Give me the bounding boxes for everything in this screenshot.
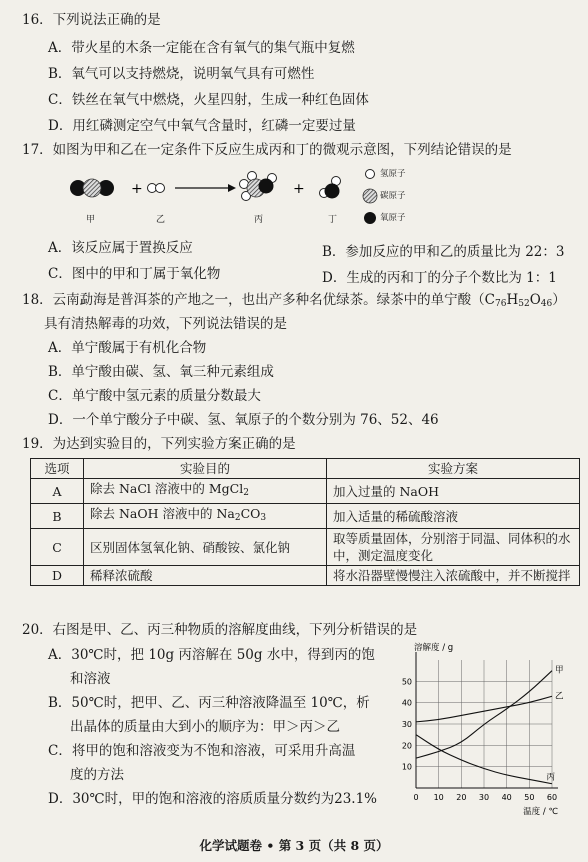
solubility-chart <box>392 640 578 825</box>
x-tick-label: 10 <box>433 793 444 802</box>
legend-carbon: 碳原子 <box>380 191 406 201</box>
q16-option-b: B．氧气可以支持燃烧，说明氧气具有可燃性 <box>48 66 315 82</box>
molecule-yi <box>148 184 165 193</box>
row-plan: 加入适量的稀硫酸溶液 <box>327 504 580 529</box>
y-tick-label: 30 <box>401 720 412 729</box>
table-row <box>31 479 580 504</box>
legend-carbon-icon <box>362 188 378 204</box>
plus-sign-1: + <box>131 181 143 197</box>
solubility-chart-svg <box>392 640 578 825</box>
q16-option-c: C．铁丝在氧气中燃烧，火星四射，生成一种红色固体 <box>48 92 369 108</box>
q18-option-c: C．单宁酸中氢元素的质量分数最大 <box>48 388 261 404</box>
q16-option-a: A．带火星的木条一定能在含有氧气的集气瓶中复燃 <box>48 40 355 56</box>
y-tick-label: 20 <box>401 741 412 751</box>
legend-oxygen-icon <box>363 211 377 225</box>
x-tick-label: 50 <box>524 793 535 802</box>
row-plan: 将水沿器壁慢慢注入浓硫酸中，并不断搅拌 <box>327 566 580 586</box>
q19-stem: 19．为达到实验目的，下列实验方案正确的是 <box>22 436 296 452</box>
q18-option-b: B．单宁酸由碳、氢、氧三种元素组成 <box>48 364 274 380</box>
x-tick-label: 60 <box>546 793 558 802</box>
legend-hydrogen: 氢原子 <box>380 169 406 179</box>
series-label-1: 乙 <box>555 691 564 702</box>
q18-option-a: A．单宁酸属于有机化合物 <box>48 340 207 356</box>
table-header-row <box>31 459 580 479</box>
q20-option-c-line2: 度的方法 <box>70 767 124 783</box>
header-option: 选项 <box>31 459 84 479</box>
series-label-0: 甲 <box>555 665 564 676</box>
q20-option-a-line1: A．30℃时，把 10g 丙溶解在 50g 水中，得到丙的饱 <box>48 647 375 663</box>
label-ding: 丁 <box>328 215 338 225</box>
x-tick-label: 30 <box>478 793 490 802</box>
row-plan: 取等质量固体，分别溶于同温、同体积的水中，测定温度变化 <box>327 529 580 566</box>
plus-sign-2: + <box>293 181 305 197</box>
q20-option-b-line1: B．50℃时，把甲、乙、丙三种溶液降温至 10℃，析 <box>48 695 370 711</box>
reaction-arrow <box>175 184 236 192</box>
y-tick-label: 10 <box>401 762 412 772</box>
q20-option-c-line1: C．将甲的饱和溶液变为不饱和溶液，可采用升高温 <box>48 743 356 759</box>
header-aim: 实验目的 <box>84 459 327 479</box>
y-axis-label: 溶解度 / g <box>414 643 454 653</box>
label-yi: 乙 <box>156 215 166 225</box>
row-option: D <box>31 566 84 586</box>
row-plan: 加入过量的 NaOH <box>327 479 580 504</box>
q16-option-d: D．用红磷测定空气中氧气含量时，红磷一定要过量 <box>48 118 356 134</box>
series-label-2: 丙 <box>546 772 555 783</box>
q17-stem: 17．如图为甲和乙在一定条件下反应生成丙和丁的微观示意图，下列结论错误的是 <box>22 142 512 158</box>
x-tick-label: 40 <box>501 793 512 802</box>
table-row <box>31 504 580 529</box>
legend-hydrogen-icon <box>364 168 376 180</box>
row-aim: 除去 NaCl 溶液中的 MgCl$_2$ <box>84 479 327 504</box>
page-footer: 化学试题卷 • 第 3 页（共 8 页） <box>199 838 389 853</box>
q18-option-d: D．一个单宁酸分子中碳、氢、氧原子的个数分别为 76、52、46 <box>48 412 439 428</box>
row-option: A <box>31 479 84 504</box>
label-jia: 甲 <box>86 215 96 225</box>
header-plan: 实验方案 <box>327 459 580 479</box>
q20-option-a-line2: 和溶液 <box>70 671 111 687</box>
q17-option-a: A．该反应属于置换反应 <box>48 240 193 256</box>
molecule-ding <box>320 177 341 199</box>
y-tick-label: 50 <box>401 677 412 687</box>
row-aim: 除去 NaOH 溶液中的 $Na_2CO_3$ <box>84 504 327 529</box>
q17-option-d: D．生成的丙和丁的分子个数比为 1：1 <box>322 270 557 286</box>
x-tick-label: 0 <box>413 793 419 802</box>
row-option: B <box>31 504 84 529</box>
row-aim: 稀释浓硫酸 <box>84 566 327 586</box>
q20-option-b-line2: 出晶体的质量由大到小的顺序为：甲＞丙＞乙 <box>70 719 340 735</box>
q18-stem-line2: 具有清热解毒的功效，下列说法错误的是 <box>44 316 287 332</box>
q20-option-d: D．30℃时，甲的饱和溶液的溶质质量分数约为23.1% <box>48 791 377 807</box>
experiment-table <box>30 458 580 586</box>
q16-stem: 16．下列说法正确的是 <box>22 12 161 28</box>
q18-stem: 18．云南勐海是普洱茶的产地之一，也出产多种名优绿茶。绿茶中的单宁酸$(C_{76}H_{52}O_{46})$ <box>22 292 566 309</box>
molecule-bing <box>240 172 277 201</box>
row-option: C <box>31 529 84 566</box>
x-axis-label: 温度 / ℃ <box>523 807 558 817</box>
label-bing: 丙 <box>254 215 264 225</box>
q17-option-c: C．图中的甲和丁属于氧化物 <box>48 266 221 282</box>
q20-stem: 20．右图是甲、乙、丙三种物质的溶解度曲线，下列分析错误的是 <box>22 622 418 638</box>
molecule-jia <box>70 179 114 197</box>
table-row <box>31 566 580 586</box>
legend-oxygen: 氧原子 <box>380 213 406 223</box>
table-row <box>31 529 580 566</box>
x-tick-label: 20 <box>456 793 467 802</box>
q17-option-b: B．参加反应的甲和乙的质量比为 22：3 <box>322 244 565 260</box>
y-tick-label: 40 <box>401 698 412 708</box>
row-aim: 区别固体氢氧化钠、硝酸铵、氯化钠 <box>84 529 327 566</box>
